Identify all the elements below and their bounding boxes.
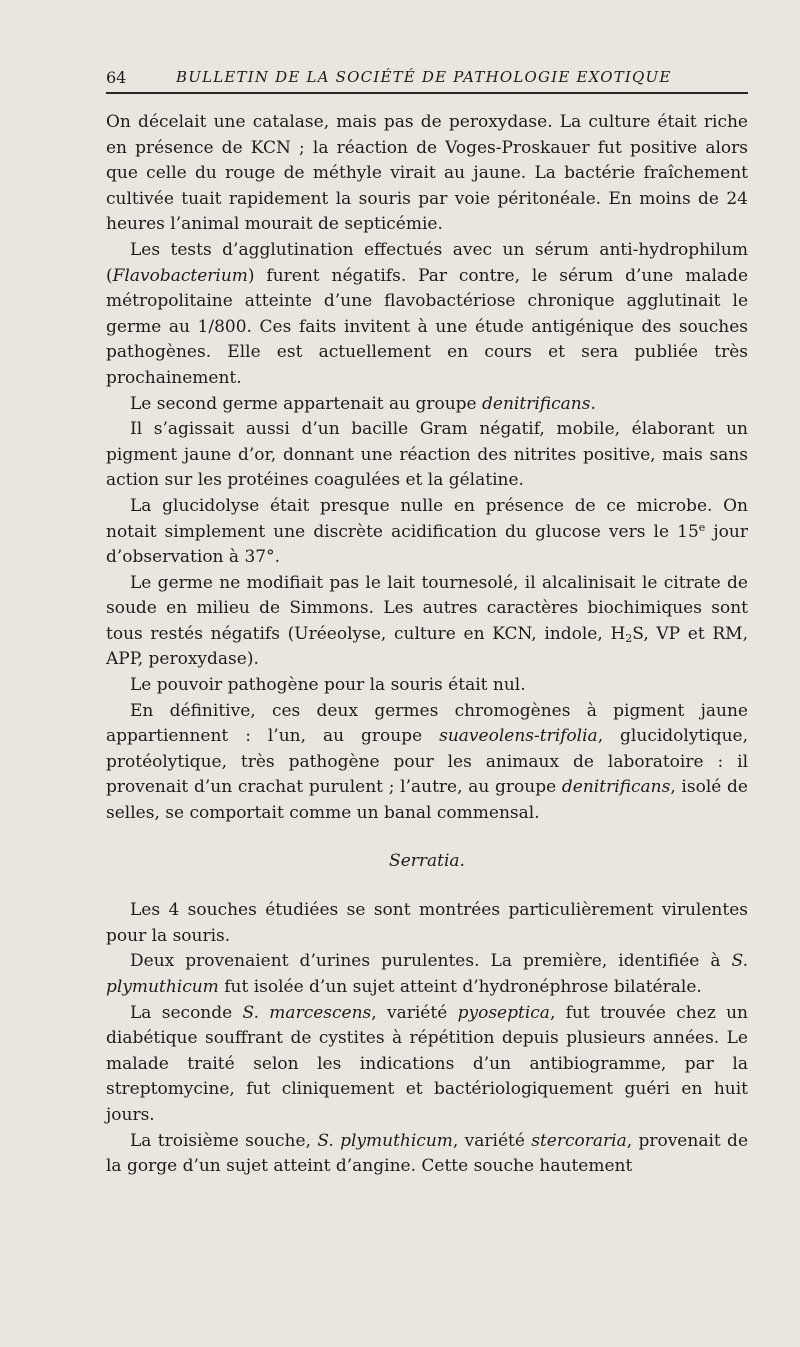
section-heading: Serratia. xyxy=(389,850,465,871)
paragraph: Le germe ne modifiait pas le lait tournesolé, il alcalinisait le citrate de soude en milieu de Simmons. Les autres caractères biochimiques sont tous restés négatifs (Uréeolyse, culture en KCN, indole, $H_2S$, VP et RM, APP, peroxydase). xyxy=(106,572,748,670)
paragraph: Le second germe appartenait au groupe denitrificans. xyxy=(130,393,596,414)
page-number: 64 xyxy=(106,68,127,87)
paragraph: Il s’agissait aussi d’un bacille Gram négatif, mobile, élaborant un pigment jaune d’or, donnant une réaction des nitrites positive, mais sans action sur les protéines coagulées et la gélatine. xyxy=(106,419,748,491)
paragraph: Les tests d’agglutination effectués avec un sérum anti-hydrophilum (Flavobacterium) furent négatifs. Par contre, le sérum d’une malade métropolitaine atteinte d’une flavobactériose chronique agglutinait le germe au 1/800. Ces faits invitent à une étude antigénique des souches pathogènes. Elle est actuellement en cours et sera publiée très prochainement. xyxy=(106,239,748,388)
paragraph: En définitive, ces deux germes chromogènes à pigment jaune appartiennent : l’un, au groupe suaveolens-trifolia, glucidolytique, protéolytique, très pathogène pour les animaux de laboratoire : il provenait d’un crachat purulent ; l’autre, au groupe denitrificans, isolé de selles, se comportait comme un banal commensal. xyxy=(106,700,748,824)
paragraph: Deux provenaient d’urines purulentes. La première, identifiée à S. plymuthicum fut isolée d’un sujet atteint d’hydronéphrose bilatérale. xyxy=(106,951,748,997)
paragraph: Le pouvoir pathogène pour la souris était nul. xyxy=(130,675,526,696)
journal-title: BULLETIN DE LA SOCIÉTÉ DE PATHOLOGIE EXOTIQUE xyxy=(176,68,672,86)
paragraph: La seconde S. marcescens, variété pyoseptica, fut trouvée chez un diabétique souffrant de cystites à répétition depuis plusieurs années. Le malade traité selon les indications d’un antibiogramme, par la streptomycine, fut cliniquement et bactériologiquement guéri en huit jours. xyxy=(106,1002,749,1125)
paragraph: La glucidolyse était presque nulle en présence de ce microbe. On notait simplement une discrète acidification du glucose vers le 15e jour d’observation à 37°. xyxy=(106,495,748,568)
paragraph: La troisième souche, S. plymuthicum, variété stercoraria, provenait de la gorge d’un sujet atteint d’angine. Cette souche hautement xyxy=(106,1130,749,1177)
running-header xyxy=(106,66,748,94)
paragraph: On décelait une catalase, mais pas de peroxydase. La culture était riche en présence de KCN ; la réaction de Voges-Proskauer fut positive alors que celle du rouge de méthyle virait au jaune. La bactérie fraîchement cultivée tuait rapidement la souris par voie péritonéale. En moins de 24 heures l’animal mourait de septicémie. xyxy=(106,112,748,235)
paragraph: Les 4 souches étudiées se sont montrées particulièrement virulentes pour la souris. xyxy=(106,900,748,946)
body-text xyxy=(106,110,748,1180)
